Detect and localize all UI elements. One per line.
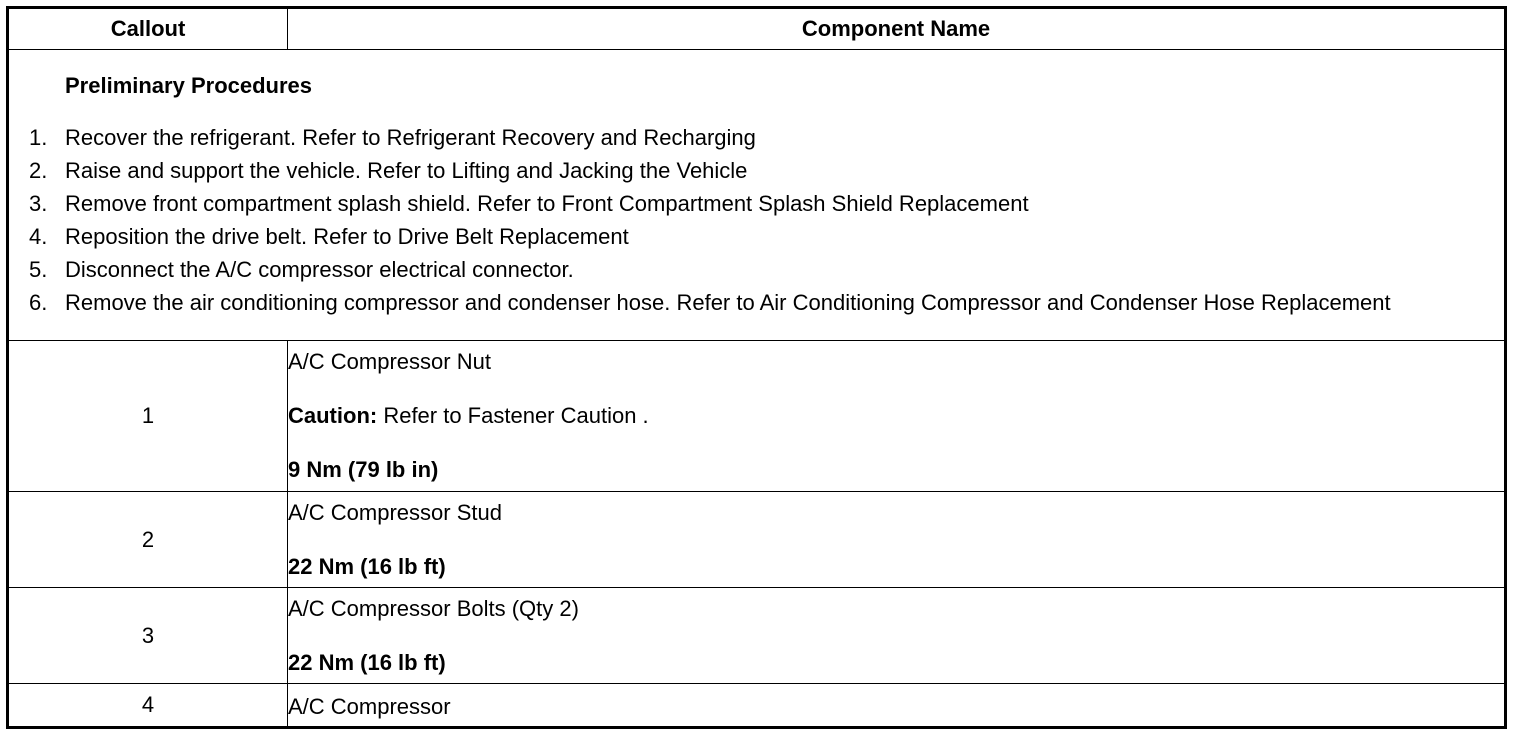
component-name: A/C Compressor Stud [288, 499, 502, 525]
step-number: 3. [29, 190, 48, 216]
header-row [8, 8, 1506, 50]
list-item [9, 255, 1504, 285]
preliminary-steps-list [9, 123, 1504, 318]
component-name: A/C Compressor Bolts (Qty 2) [288, 595, 579, 621]
torque-spec: 22 Nm (16 lb ft) [288, 553, 446, 579]
step-text: Raise and support the vehicle. Refer to Lifting and Jacking the Vehicle [65, 157, 748, 183]
component-cell [288, 684, 1506, 728]
table-row [8, 341, 1506, 492]
step-text: Reposition the drive belt. Refer to Drive Belt Replacement [65, 223, 629, 249]
step-text: Remove front compartment splash shield. Refer to Front Compartment Splash Shield Replacement [65, 190, 1029, 216]
callout-cell: 2 [8, 492, 288, 588]
list-item [9, 288, 1504, 318]
component-table [6, 6, 1507, 729]
list-item [9, 189, 1504, 219]
preliminary-procedures-title: Preliminary Procedures [65, 72, 313, 98]
table-row [8, 588, 1506, 684]
table-row [8, 492, 1506, 588]
component-cell [288, 492, 1506, 588]
callout-column-header: Callout [8, 8, 288, 50]
list-item [9, 156, 1504, 186]
step-number: 5. [29, 256, 48, 282]
torque-spec: 22 Nm (16 lb ft) [288, 649, 446, 675]
component-cell [288, 588, 1506, 684]
list-item [9, 123, 1504, 153]
caution-note [288, 402, 1504, 430]
component-name-column-header: Component Name [288, 8, 1506, 50]
callout-cell: 3 [8, 588, 288, 684]
caution-label: Caution: [288, 403, 378, 428]
component-name: A/C Compressor Nut [288, 349, 491, 374]
caution-text: Refer to Fastener Caution . [377, 403, 649, 428]
preliminary-procedures-cell [8, 50, 1506, 341]
step-text: Remove the air conditioning compressor and condenser hose. Refer to Air Conditioning Compressor and Condenser Hose Replacement [65, 289, 1391, 315]
torque-spec: 9 Nm (79 lb in) [288, 457, 439, 482]
list-item [9, 222, 1504, 252]
step-text: Disconnect the A/C compressor electrical connector. [65, 256, 574, 282]
step-number: 4. [29, 223, 48, 249]
preliminary-row [8, 50, 1506, 341]
component-cell [288, 341, 1506, 492]
callout-cell: 4 [8, 684, 288, 728]
step-number: 1. [29, 124, 48, 150]
callout-cell: 1 [8, 341, 288, 492]
table-row [8, 684, 1506, 728]
step-number: 2. [29, 157, 48, 183]
step-text: Recover the refrigerant. Refer to Refrigerant Recovery and Recharging [65, 124, 756, 150]
step-number: 6. [29, 289, 48, 315]
component-name: A/C Compressor [288, 694, 451, 719]
